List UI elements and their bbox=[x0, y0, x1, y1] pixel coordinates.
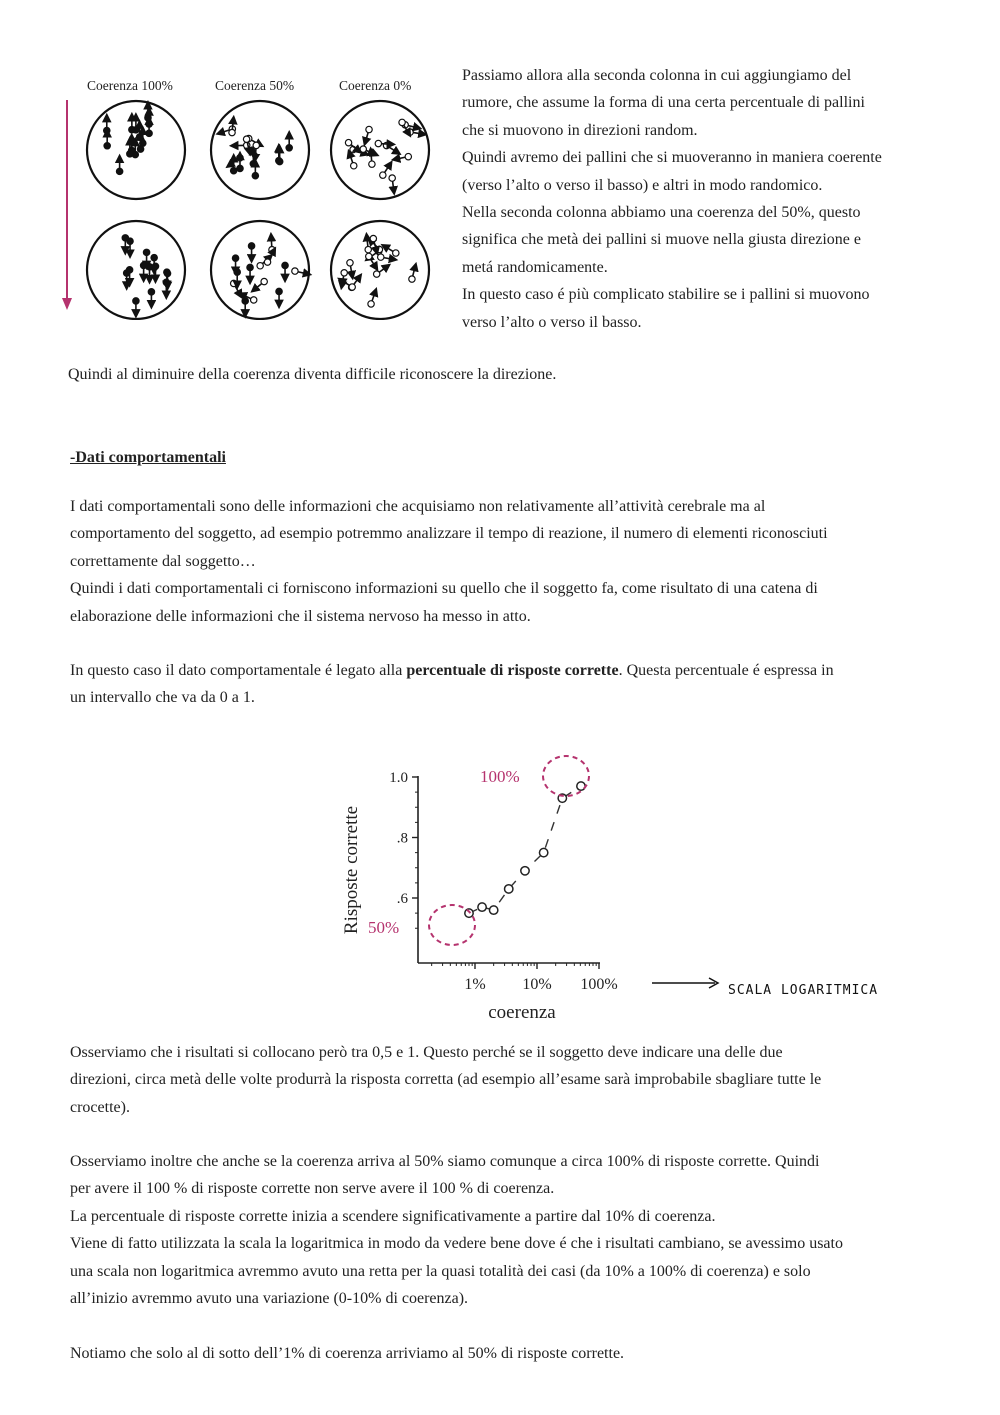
dot bbox=[347, 260, 353, 266]
dot bbox=[286, 145, 292, 151]
x-tick-label: 10% bbox=[522, 976, 552, 993]
dot bbox=[376, 246, 382, 252]
paragraph-4 bbox=[70, 1148, 950, 1312]
dot bbox=[104, 143, 110, 149]
dot bbox=[129, 126, 135, 132]
dot-circle bbox=[87, 221, 185, 319]
dot bbox=[399, 119, 405, 125]
dot bbox=[148, 289, 154, 295]
dot-circle bbox=[211, 101, 309, 199]
data-point bbox=[521, 867, 529, 875]
dot bbox=[145, 115, 151, 121]
y-axis-label: Risposte corrette bbox=[341, 805, 362, 935]
para2-bold: percentuale di risposte corrette bbox=[406, 662, 619, 679]
dot bbox=[276, 288, 282, 294]
dot bbox=[229, 129, 235, 135]
column-title-100: Coerenza 100% bbox=[87, 78, 173, 93]
para2-after: . Questa percentuale é espressa in bbox=[618, 662, 834, 679]
para4-line: all’inizio avremmo avuto una variazione (0-10% di coerenza). bbox=[70, 1290, 469, 1308]
data-point bbox=[478, 903, 486, 911]
dot bbox=[257, 263, 263, 269]
dot bbox=[126, 267, 132, 273]
paragraph-5: Notiamo che solo al di sotto dell’1% di coerenza arriviamo al 50% di risposte corrette. bbox=[70, 1345, 625, 1362]
data-point bbox=[539, 848, 547, 856]
intro-line: Passiamo allora alla seconda colonna in cui aggiungiamo del bbox=[462, 67, 852, 84]
dot bbox=[253, 142, 259, 148]
dot bbox=[389, 175, 395, 181]
intro-line: Quindi avremo dei pallini che si muoveranno in maniera coerente bbox=[462, 149, 882, 167]
x-axis-label: coerenza bbox=[488, 1002, 556, 1023]
x-tick-label: 1% bbox=[464, 976, 486, 993]
dot bbox=[248, 243, 254, 249]
dot bbox=[127, 238, 133, 244]
dot bbox=[393, 250, 399, 256]
dot bbox=[231, 280, 237, 286]
dot bbox=[366, 253, 372, 259]
dot bbox=[136, 134, 142, 140]
paragraph-2 bbox=[70, 657, 950, 712]
dot bbox=[151, 254, 157, 260]
dot bbox=[163, 279, 169, 285]
dot-circle bbox=[331, 221, 429, 319]
annotation-100: 100% bbox=[480, 767, 520, 786]
dot-motion-figure bbox=[60, 70, 440, 320]
dot bbox=[349, 284, 355, 290]
dot bbox=[232, 255, 238, 261]
intro-line: verso l’alto o verso il basso. bbox=[462, 313, 642, 331]
para4-line: per avere il 100 % di risposte corrette non serve avere il 100 % di coerenza. bbox=[70, 1180, 555, 1198]
dot bbox=[373, 271, 379, 277]
x-tick-label: 100% bbox=[580, 976, 618, 993]
dot bbox=[164, 270, 170, 276]
para3-line: direzioni, circa metà delle volte produrrà la risposta corretta (ad esempio all’esame sarà improbabile sbagliare tutte le bbox=[70, 1071, 822, 1089]
intro-line: che si muovono in direzioni random. bbox=[462, 121, 698, 139]
trend-line bbox=[469, 786, 581, 913]
para3-line: Osserviamo che i risultati si collocano però tra 0,5 e 1. Questo perché se il soggetto deve indicare una delle due bbox=[70, 1044, 783, 1061]
dot bbox=[261, 278, 267, 284]
dot bbox=[137, 146, 143, 152]
dot bbox=[345, 139, 351, 145]
dot bbox=[282, 262, 288, 268]
dot bbox=[242, 298, 248, 304]
dot bbox=[409, 276, 415, 282]
dot-circle bbox=[211, 221, 309, 319]
intro-line: (verso l’alto o verso il basso) e altri in modo randomico. bbox=[462, 176, 823, 194]
dot-circles-svg bbox=[60, 70, 440, 320]
summary-text: Quindi al diminuire della coerenza diventa difficile riconoscere la direzione. bbox=[68, 366, 557, 383]
psychometric-chart bbox=[330, 740, 950, 1040]
dot bbox=[365, 246, 371, 252]
intro-line: significa che metà dei pallini si muove nella giusta direzione e bbox=[462, 231, 861, 249]
dot-circle bbox=[87, 101, 185, 199]
dot bbox=[230, 168, 236, 174]
dot bbox=[146, 264, 152, 270]
data-point bbox=[489, 906, 497, 914]
column-title-0: Coerenza 0% bbox=[339, 78, 412, 93]
para2-before: In questo caso il dato comportamentale é legato alla bbox=[70, 662, 407, 679]
para1-line: I dati comportamentali sono delle informazioni che acquisiamo non relativamente all’attività cerebrale ma al bbox=[70, 498, 766, 515]
data-point bbox=[577, 782, 585, 790]
dot bbox=[127, 151, 133, 157]
dot bbox=[351, 163, 357, 169]
para4-line: La percentuale di risposte corrette inizia a scendere significativamente a partire dal 10% di coerenza. bbox=[70, 1207, 716, 1225]
time-arrow-head bbox=[62, 298, 72, 310]
dot bbox=[341, 270, 347, 276]
dot bbox=[264, 259, 270, 265]
para3-line: crocette). bbox=[70, 1098, 130, 1116]
dot bbox=[366, 126, 372, 132]
dot bbox=[237, 165, 243, 171]
dot bbox=[378, 254, 384, 260]
y-tick-label: .8 bbox=[396, 830, 408, 847]
intro-line: Nella seconda colonna abbiamo una coerenza del 50%, questo bbox=[462, 204, 861, 222]
dot bbox=[247, 264, 253, 270]
dot bbox=[292, 268, 298, 274]
intro-text bbox=[462, 62, 962, 336]
intro-line: In questo caso é più complicato stabilire se i pallini si muovono bbox=[462, 286, 870, 304]
dot bbox=[405, 153, 411, 159]
dot bbox=[370, 235, 376, 241]
dot bbox=[380, 172, 386, 178]
dot bbox=[276, 157, 282, 163]
dot bbox=[375, 140, 381, 146]
para2-line2: un intervallo che va da 0 a 1. bbox=[70, 689, 255, 707]
intro-line: metá randomicamente. bbox=[462, 258, 608, 276]
para4-line: una scala non logaritmica avremmo avuto una retta per la quasi totalità dei casi (da 10% a 100% di coerenza) e solo bbox=[70, 1262, 811, 1280]
section-heading: -Dati comportamentali bbox=[70, 449, 226, 466]
para1-line: elaborazione delle informazioni che il sistema nervoso ha messo in atto. bbox=[70, 607, 531, 625]
scale-note: SCALA LOGARITMICA bbox=[728, 983, 879, 998]
dot bbox=[146, 130, 152, 136]
y-tick-label: .6 bbox=[396, 891, 408, 907]
dot bbox=[116, 168, 122, 174]
dot bbox=[269, 246, 275, 252]
dot bbox=[143, 249, 149, 255]
dot-circle bbox=[331, 101, 429, 199]
para4-line: Osserviamo inoltre che anche se la coerenza arriva al 50% siamo comunque a circa 100% di risposte corrette. Quindi bbox=[70, 1153, 820, 1170]
data-point bbox=[505, 885, 513, 893]
annotation-50: 50% bbox=[368, 918, 400, 937]
dot bbox=[369, 161, 375, 167]
intro-line: rumore, che assume la forma di una certa percentuale di pallini bbox=[462, 94, 865, 112]
dot bbox=[360, 146, 366, 152]
highlight-circle-50 bbox=[429, 905, 475, 945]
para1-line: comportamento del soggetto, ad esempio potremmo analizzare il tempo di reazione, il numero di elementi riconosciuti bbox=[70, 525, 828, 543]
paragraph-3 bbox=[70, 1039, 950, 1121]
dot bbox=[251, 297, 257, 303]
para1-line: correttamente dal soggetto… bbox=[70, 552, 256, 570]
y-tick-label: 1.0 bbox=[389, 770, 408, 786]
dot bbox=[368, 301, 374, 307]
dot bbox=[252, 173, 258, 179]
paragraph-1 bbox=[70, 493, 950, 630]
para4-line: Viene di fatto utilizzata la scala la logaritmica in modo da vedere bene dove é che i risultati cambiano, se avessimo usato bbox=[70, 1235, 843, 1253]
dot bbox=[133, 298, 139, 304]
para1-line: Quindi i dati comportamentali ci forniscono informazioni su quello che il soggetto fa, come risultato di una catena di bbox=[70, 580, 818, 598]
dot bbox=[243, 136, 249, 142]
column-title-50: Coerenza 50% bbox=[215, 78, 295, 93]
